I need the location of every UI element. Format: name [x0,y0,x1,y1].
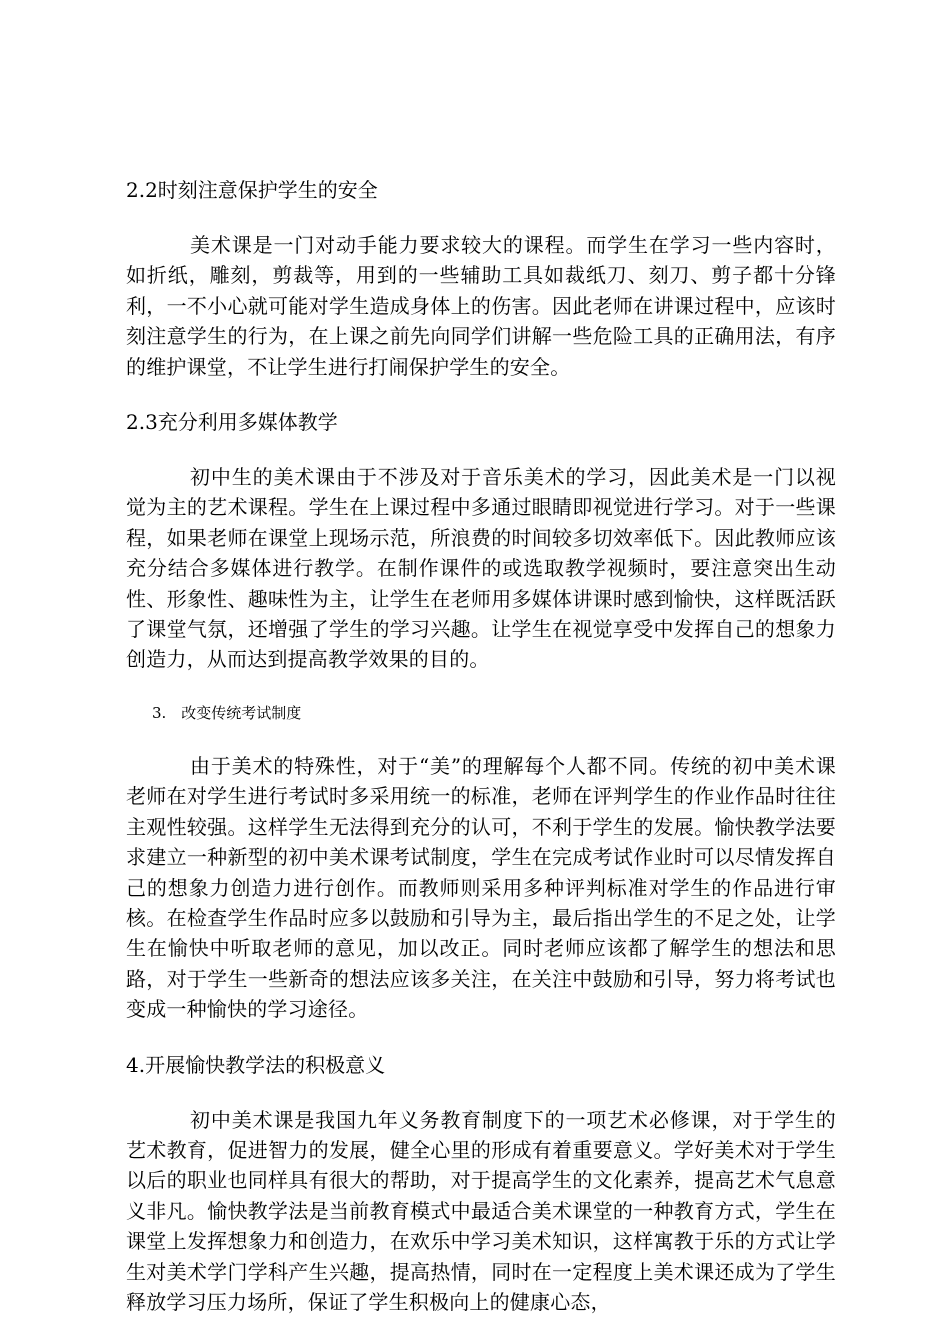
section-paragraph: 由于美术的特殊性，对于“美”的理解每个人都不同。传统的初中美术课老师在对学生进行考试时多采用统一的标准，老师在评判学生的作业作品时往往主观性较强。这样学生无法得到充分的认可，不利于学生的发展。愉快教学法要求建立一种新型的初中美术课考试制度，学生在完成考试作业时可以尽情发挥自己的想象力创造力进行创作。而教师则采用多种评判标准对学生的作品进行审核。在检查学生作品时应多以鼓励和引导为主，最后指出学生的不足之处，让学生在愉快中听取老师的意见，加以改正。同时老师应该都了解学生的想法和思路，对于学生一些新奇的想法应该多关注，在关注中鼓励和引导，努力将考试也变成一种愉快的学习途径。 [126,753,836,1022]
section-paragraph: 美术课是一门对动手能力要求较大的课程。而学生在学习一些内容时，如折纸，雕刻，剪裁等，用到的一些辅助工具如裁纸刀、刻刀、剪子都十分锋利，一不小心就可能对学生造成身体上的伤害。因此老师在讲课过程中，应该时刻注意学生的行为，在上课之前先向同学们讲解一些危险工具的正确用法，有序的维护课堂，不让学生进行打闹保护学生的安全。 [126,233,836,379]
section-2-3 [126,406,836,675]
section-heading: 4.开展愉快教学法的积极意义 [126,1052,386,1077]
section-paragraph: 初中美术课是我国九年义务教育制度下的一项艺术必修课，对于学生的艺术教育，促进智力的发展，健全心里的形成有着重要意义。学好美术对于学生以后的职业也同样具有很大的帮助，对于提高学生的文化素养，提高艺术气息意义非凡。愉快教学法是当前教育模式中最适合美术课堂的一种教育方式，学生在课堂上发挥想象力和创造力，在欢乐中学习美术知识，这样寓教于乐的方式让学生对美术学门学科产生兴趣，提高热情，同时在一定程度上美术课还成为了学生释放学习压力场所，保证了学生积极向上的健康心态， [126,1107,836,1314]
section-2-2 [126,174,836,382]
section-heading: 2.3充分利用多媒体教学 [126,410,338,435]
section-3 [126,699,836,1025]
document-body [126,174,836,1317]
section-4 [126,1049,836,1318]
section-paragraph: 初中生的美术课由于不涉及对于音乐美术的学习，因此美术是一门以视觉为主的艺术课程。学生在上课过程中多通过眼睛即视觉进行学习。对于一些课程，如果老师在课堂上现场示范，所浪费的时间较多切效率低下。因此教师应该充分结合多媒体进行教学。在制作课件的或选取教学视频时，要注意突出生动性、形象性、趣味性为主，让学生在老师用多媒体讲课时感到愉快，这样既活跃了课堂气氛，还增强了学生的学习兴趣。让学生在视觉享受中发挥自己的想象力创造力，从而达到提高教学效果的目的。 [126,465,836,672]
section-heading: 2.2时刻注意保护学生的安全 [126,178,378,202]
section-heading: 3. 改变传统考试制度 [152,703,302,722]
